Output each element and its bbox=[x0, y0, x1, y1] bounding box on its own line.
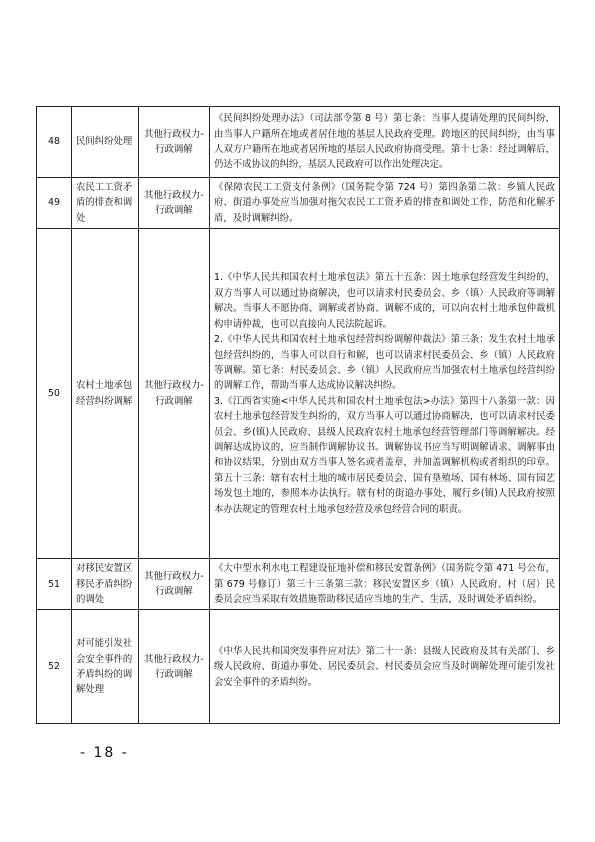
legal-basis-paragraph: 《大中型水利水电工程建设征地补偿和移民安置条例》（国务院令第 471 号公布，第 679 号修订）第三十三条第三款：移民安置区乡（镇）人民政府、村（居）民委员会应当采取有效措施帮助移民适应当地的生产、生活，及时调处矛盾纠纷。 bbox=[214, 563, 555, 606]
item-name: 农民工工资矛盾的排查和调处 bbox=[72, 178, 139, 229]
item-category: 其他行政权力-行政调解 bbox=[139, 107, 210, 178]
item-category: 其他行政权力-行政调解 bbox=[139, 559, 210, 610]
table-row bbox=[37, 559, 560, 610]
table-row bbox=[37, 178, 560, 229]
row-number: 48 bbox=[37, 107, 72, 178]
table-body bbox=[37, 107, 560, 724]
legal-basis-paragraph: 2.《中华人民共和国农村土地承包经营纠纷调解仲裁法》第三条：发生农村土地承包经营纠纷的，当事人可以自行和解，也可以请求村民委员会、乡（镇）人民政府等调解。第七条：村民委员会、乡（镇）人民政府应当加强农村土地承包经营纠纷的调解工作，帮助当事人达成协议解决纠纷。 bbox=[214, 334, 555, 392]
legal-basis bbox=[210, 229, 560, 559]
row-number: 52 bbox=[37, 610, 72, 724]
item-name: 民间纠纷处理 bbox=[72, 107, 139, 178]
legal-basis bbox=[210, 559, 560, 610]
item-name: 对移民安置区移民矛盾纠纷的调处 bbox=[72, 559, 139, 610]
page-number: - 18 - bbox=[80, 745, 129, 761]
legal-basis bbox=[210, 178, 560, 229]
table-row bbox=[37, 229, 560, 559]
item-category: 其他行政权力-行政调解 bbox=[139, 610, 210, 724]
row-number: 51 bbox=[37, 559, 72, 610]
table-row bbox=[37, 107, 560, 178]
item-name: 农村土地承包经营纠纷调解 bbox=[72, 229, 139, 559]
legal-basis bbox=[210, 107, 560, 178]
item-category: 其他行政权力-行政调解 bbox=[139, 229, 210, 559]
legal-basis-paragraph: 1.《中华人民共和国农村土地承包法》第五十五条：因土地承包经营发生纠纷的，双方当事人可以通过协商解决，也可以请求村民委员会、乡（镇）人民政府等调解解决。当事人不愿协商、调解或者协商、调解不成的，可以向农村土地承包仲裁机构申请仲裁，也可以直接向人民法院起诉。 bbox=[214, 272, 555, 330]
legal-basis-paragraph: 《民间纠纷处理办法》（司法部令第 8 号）第七条：当事人提请处理的民间纠纷，由当事人户籍所在地或者居住地的基层人民政府受理。跨地区的民间纠纷，由当事人双方户籍所在地或者居所地的基层人民政府协商受理。第十七条：经过调解后，仍达不成协议的纠纷，基层人民政府可以作出处理决定。 bbox=[214, 113, 555, 171]
legal-basis bbox=[210, 610, 560, 724]
item-name: 对可能引发社会安全事件的矛盾纠纷的调解处理 bbox=[72, 610, 139, 724]
item-category: 其他行政权力-行政调解 bbox=[139, 178, 210, 229]
row-number: 49 bbox=[37, 178, 72, 229]
powers-table bbox=[36, 106, 560, 724]
legal-basis-paragraph: 《中华人民共和国突发事件应对法》第二十一条：县级人民政府及其有关部门、乡级人民政府、街道办事处、居民委员会、村民委员会应当及时调解处理可能引发社会安全事件的矛盾纠纷。 bbox=[214, 645, 555, 688]
legal-basis-paragraph: 《保障农民工工资支付条例》（国务院令第 724 号）第四条第二款：乡镇人民政府、街道办事处应当加强对拖欠农民工工资矛盾的排查和调处工作，防范和化解矛盾，及时调解纠纷。 bbox=[214, 182, 555, 224]
row-number: 50 bbox=[37, 229, 72, 559]
table-row bbox=[37, 610, 560, 724]
legal-basis-paragraph: 3.《江西省实施<中华人民共和国农村土地承包法>办法》第四十八条第一款：因农村土地承包经营发生纠纷的，双方当事人可以通过协商解决，也可以请求村民委员会、乡(镇)人民政府、县级人民政府农村土地承包经营管理部门等调解解决。经调解达成协议的，应当制作调解协议书。调解协议书应当写明调解请求、调解事由和协议结果，分别由双方当事人签名或者盖章，并加盖调解机构或者组织的印章。第五十三条：辖有农村土地的城市居民委员会、国有垦殖场、国有林场、国有园艺场发包土地的，参照本办法执行。辖有村的街道办事处，履行乡(镇)人民政府按照本办法规定的管理农村土地承包经营及承包经营合同的职责。 bbox=[214, 395, 555, 515]
